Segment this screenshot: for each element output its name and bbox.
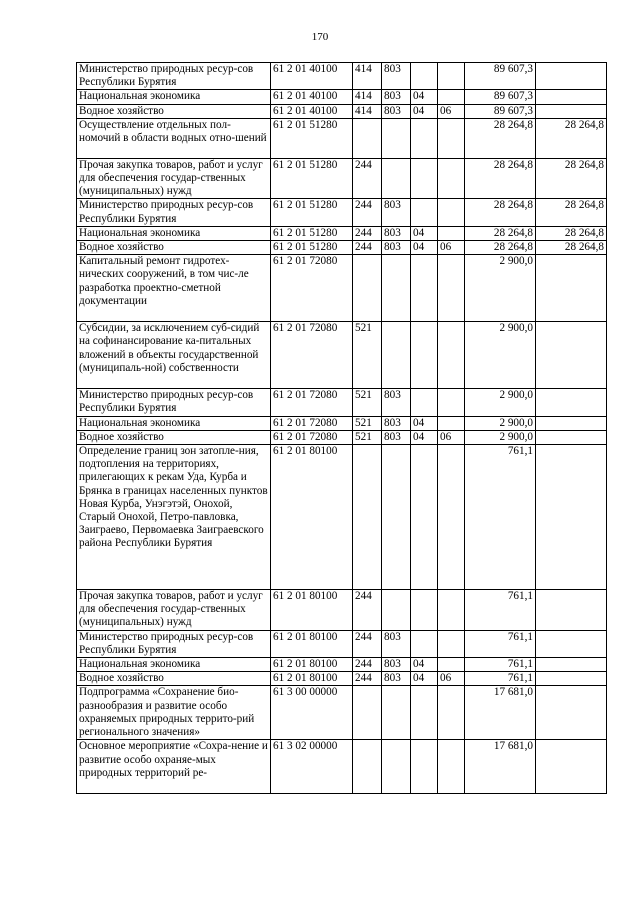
section-cell: 04 [411, 104, 438, 118]
row-name-cell: Министерство природных ресур-сов Республики Бурятия [77, 63, 271, 90]
amount-federal-cell: 28 264,8 [536, 226, 607, 240]
amount-cell: 761,1 [465, 658, 536, 672]
section-cell [411, 740, 438, 794]
expense-type-cell: 244 [353, 199, 382, 226]
amount-cell: 17 681,0 [465, 740, 536, 794]
section-cell [411, 686, 438, 740]
expense-type-cell: 521 [353, 430, 382, 444]
section-cell [411, 389, 438, 416]
expense-type-cell [353, 118, 382, 158]
amount-cell: 89 607,3 [465, 104, 536, 118]
target-article-cell: 61 2 01 40100 [271, 63, 353, 90]
target-article-cell: 61 2 01 51280 [271, 118, 353, 158]
amount-federal-cell [536, 90, 607, 104]
row-name-cell: Национальная экономика [77, 658, 271, 672]
row-name-cell: Капитальный ремонт гидротех-нических сооружений, в том чис-ле разработка проектно-сметной документации [77, 255, 271, 322]
target-article-cell: 61 3 00 00000 [271, 686, 353, 740]
target-article-cell: 61 2 01 80100 [271, 672, 353, 686]
target-article-cell: 61 3 02 00000 [271, 740, 353, 794]
amount-federal-cell [536, 672, 607, 686]
amount-cell: 28 264,8 [465, 241, 536, 255]
row-name-cell: Водное хозяйство [77, 430, 271, 444]
table-row [77, 322, 607, 389]
administrator-code-cell: 803 [382, 630, 411, 657]
row-name-cell: Основное мероприятие «Сохра-нение и развитие особо охраняе-мых природных территорий ре- [77, 740, 271, 794]
section-cell [411, 118, 438, 158]
target-article-cell: 61 2 01 51280 [271, 226, 353, 240]
table-row [77, 63, 607, 90]
table-row [77, 590, 607, 631]
amount-federal-cell [536, 430, 607, 444]
row-name-cell: Субсидии, за исключением суб-сидий на софинансирование ка-питальных вложений в объекты государственной (муниципаль-ной) собственности [77, 322, 271, 389]
section-cell [411, 63, 438, 90]
administrator-code-cell: 803 [382, 90, 411, 104]
row-name-cell: Прочая закупка товаров, работ и услуг для обеспечения государ-ственных (муниципальных) нужд [77, 590, 271, 631]
amount-federal-cell [536, 630, 607, 657]
subsection-cell [438, 740, 465, 794]
section-cell [411, 445, 438, 590]
subsection-cell: 06 [438, 241, 465, 255]
expense-type-cell [353, 445, 382, 590]
row-name-cell: Подпрограмма «Сохранение био-разнообразия и развитие особо охраняемых природных террито-рий регионального значения» [77, 686, 271, 740]
table-row [77, 90, 607, 104]
amount-cell: 89 607,3 [465, 63, 536, 90]
subsection-cell [438, 445, 465, 590]
table-row [77, 658, 607, 672]
amount-cell: 28 264,8 [465, 158, 536, 199]
table-row [77, 255, 607, 322]
table-row [77, 118, 607, 158]
subsection-cell [438, 255, 465, 322]
administrator-code-cell [382, 322, 411, 389]
amount-federal-cell: 28 264,8 [536, 199, 607, 226]
section-cell: 04 [411, 416, 438, 430]
expense-type-cell: 244 [353, 158, 382, 199]
amount-federal-cell [536, 389, 607, 416]
subsection-cell: 06 [438, 672, 465, 686]
row-name-cell: Национальная экономика [77, 416, 271, 430]
administrator-code-cell: 803 [382, 199, 411, 226]
amount-cell: 28 264,8 [465, 226, 536, 240]
administrator-code-cell [382, 590, 411, 631]
expense-type-cell: 244 [353, 672, 382, 686]
expense-type-cell: 414 [353, 63, 382, 90]
subsection-cell [438, 416, 465, 430]
administrator-code-cell: 803 [382, 416, 411, 430]
section-cell [411, 255, 438, 322]
subsection-cell [438, 90, 465, 104]
section-cell [411, 630, 438, 657]
amount-federal-cell [536, 658, 607, 672]
table-row [77, 445, 607, 590]
budget-table-body [77, 63, 607, 794]
amount-cell: 761,1 [465, 590, 536, 631]
row-name-cell: Водное хозяйство [77, 104, 271, 118]
target-article-cell: 61 2 01 40100 [271, 104, 353, 118]
target-article-cell: 61 2 01 72080 [271, 255, 353, 322]
amount-cell: 2 900,0 [465, 255, 536, 322]
expense-type-cell: 414 [353, 104, 382, 118]
target-article-cell: 61 2 01 80100 [271, 590, 353, 631]
page-number: 170 [311, 31, 329, 43]
target-article-cell: 61 2 01 72080 [271, 430, 353, 444]
amount-federal-cell: 28 264,8 [536, 118, 607, 158]
section-cell [411, 199, 438, 226]
administrator-code-cell [382, 255, 411, 322]
table-row [77, 104, 607, 118]
subsection-cell [438, 686, 465, 740]
amount-cell: 2 900,0 [465, 322, 536, 389]
amount-cell: 761,1 [465, 672, 536, 686]
amount-federal-cell [536, 445, 607, 590]
amount-cell: 2 900,0 [465, 430, 536, 444]
table-row [77, 158, 607, 199]
amount-cell: 2 900,0 [465, 416, 536, 430]
budget-table [76, 62, 607, 794]
row-name-cell: Министерство природных ресур-сов Республики Бурятия [77, 389, 271, 416]
administrator-code-cell: 803 [382, 672, 411, 686]
section-cell: 04 [411, 241, 438, 255]
target-article-cell: 61 2 01 72080 [271, 389, 353, 416]
subsection-cell [438, 118, 465, 158]
amount-federal-cell [536, 590, 607, 631]
amount-federal-cell [536, 740, 607, 794]
subsection-cell [438, 658, 465, 672]
subsection-cell [438, 226, 465, 240]
section-cell: 04 [411, 430, 438, 444]
administrator-code-cell [382, 740, 411, 794]
expense-type-cell: 244 [353, 241, 382, 255]
table-row [77, 241, 607, 255]
administrator-code-cell [382, 118, 411, 158]
table-row [77, 430, 607, 444]
administrator-code-cell [382, 445, 411, 590]
row-name-cell: Определение границ зон затопле-ния, подтопления на территориях, прилегающих к рекам Уда, Курба и Брянка в границах населенных пунктов Новая Курба, Унэгэтэй, Онохой, Старый Онохой, Петро-павловка, Заиграево, Первомаевка Заиграевского района Республики Бурятия [77, 445, 271, 590]
row-name-cell: Водное хозяйство [77, 672, 271, 686]
expense-type-cell [353, 740, 382, 794]
table-row [77, 226, 607, 240]
amount-federal-cell [536, 686, 607, 740]
expense-type-cell [353, 255, 382, 322]
expense-type-cell: 244 [353, 226, 382, 240]
amount-cell: 28 264,8 [465, 199, 536, 226]
target-article-cell: 61 2 01 80100 [271, 630, 353, 657]
section-cell [411, 322, 438, 389]
section-cell: 04 [411, 90, 438, 104]
subsection-cell [438, 158, 465, 199]
table-row [77, 672, 607, 686]
administrator-code-cell: 803 [382, 226, 411, 240]
row-name-cell: Осуществление отдельных пол-номочий в области водных отно-шений [77, 118, 271, 158]
amount-cell: 761,1 [465, 445, 536, 590]
subsection-cell [438, 322, 465, 389]
section-cell: 04 [411, 658, 438, 672]
amount-federal-cell [536, 255, 607, 322]
subsection-cell [438, 63, 465, 90]
target-article-cell: 61 2 01 51280 [271, 241, 353, 255]
administrator-code-cell: 803 [382, 63, 411, 90]
row-name-cell: Водное хозяйство [77, 241, 271, 255]
amount-federal-cell: 28 264,8 [536, 241, 607, 255]
expense-type-cell: 244 [353, 630, 382, 657]
table-row [77, 630, 607, 657]
section-cell: 04 [411, 672, 438, 686]
row-name-cell: Министерство природных ресур-сов Республики Бурятия [77, 630, 271, 657]
amount-federal-cell [536, 416, 607, 430]
amount-cell: 17 681,0 [465, 686, 536, 740]
amount-cell: 761,1 [465, 630, 536, 657]
amount-federal-cell [536, 104, 607, 118]
target-article-cell: 61 2 01 80100 [271, 658, 353, 672]
section-cell: 04 [411, 226, 438, 240]
row-name-cell: Национальная экономика [77, 90, 271, 104]
amount-federal-cell [536, 322, 607, 389]
administrator-code-cell [382, 686, 411, 740]
section-cell [411, 158, 438, 199]
administrator-code-cell [382, 158, 411, 199]
target-article-cell: 61 2 01 51280 [271, 158, 353, 199]
subsection-cell [438, 630, 465, 657]
subsection-cell: 06 [438, 104, 465, 118]
amount-federal-cell: 28 264,8 [536, 158, 607, 199]
table-row [77, 199, 607, 226]
administrator-code-cell: 803 [382, 658, 411, 672]
administrator-code-cell: 803 [382, 241, 411, 255]
administrator-code-cell: 803 [382, 389, 411, 416]
amount-cell: 28 264,8 [465, 118, 536, 158]
subsection-cell: 06 [438, 430, 465, 444]
table-row [77, 740, 607, 794]
subsection-cell [438, 199, 465, 226]
amount-federal-cell [536, 63, 607, 90]
expense-type-cell: 244 [353, 590, 382, 631]
row-name-cell: Национальная экономика [77, 226, 271, 240]
subsection-cell [438, 389, 465, 416]
table-row [77, 416, 607, 430]
administrator-code-cell: 803 [382, 430, 411, 444]
expense-type-cell: 244 [353, 658, 382, 672]
administrator-code-cell: 803 [382, 104, 411, 118]
table-row [77, 686, 607, 740]
table-row [77, 389, 607, 416]
expense-type-cell [353, 686, 382, 740]
row-name-cell: Прочая закупка товаров, работ и услуг для обеспечения государ-ственных (муниципальных) нужд [77, 158, 271, 199]
expense-type-cell: 521 [353, 416, 382, 430]
expense-type-cell: 521 [353, 389, 382, 416]
expense-type-cell: 521 [353, 322, 382, 389]
target-article-cell: 61 2 01 51280 [271, 199, 353, 226]
row-name-cell: Министерство природных ресур-сов Республики Бурятия [77, 199, 271, 226]
expense-type-cell: 414 [353, 90, 382, 104]
target-article-cell: 61 2 01 72080 [271, 416, 353, 430]
section-cell [411, 590, 438, 631]
subsection-cell [438, 590, 465, 631]
target-article-cell: 61 2 01 72080 [271, 322, 353, 389]
amount-cell: 89 607,3 [465, 90, 536, 104]
target-article-cell: 61 2 01 80100 [271, 445, 353, 590]
target-article-cell: 61 2 01 40100 [271, 90, 353, 104]
amount-cell: 2 900,0 [465, 389, 536, 416]
